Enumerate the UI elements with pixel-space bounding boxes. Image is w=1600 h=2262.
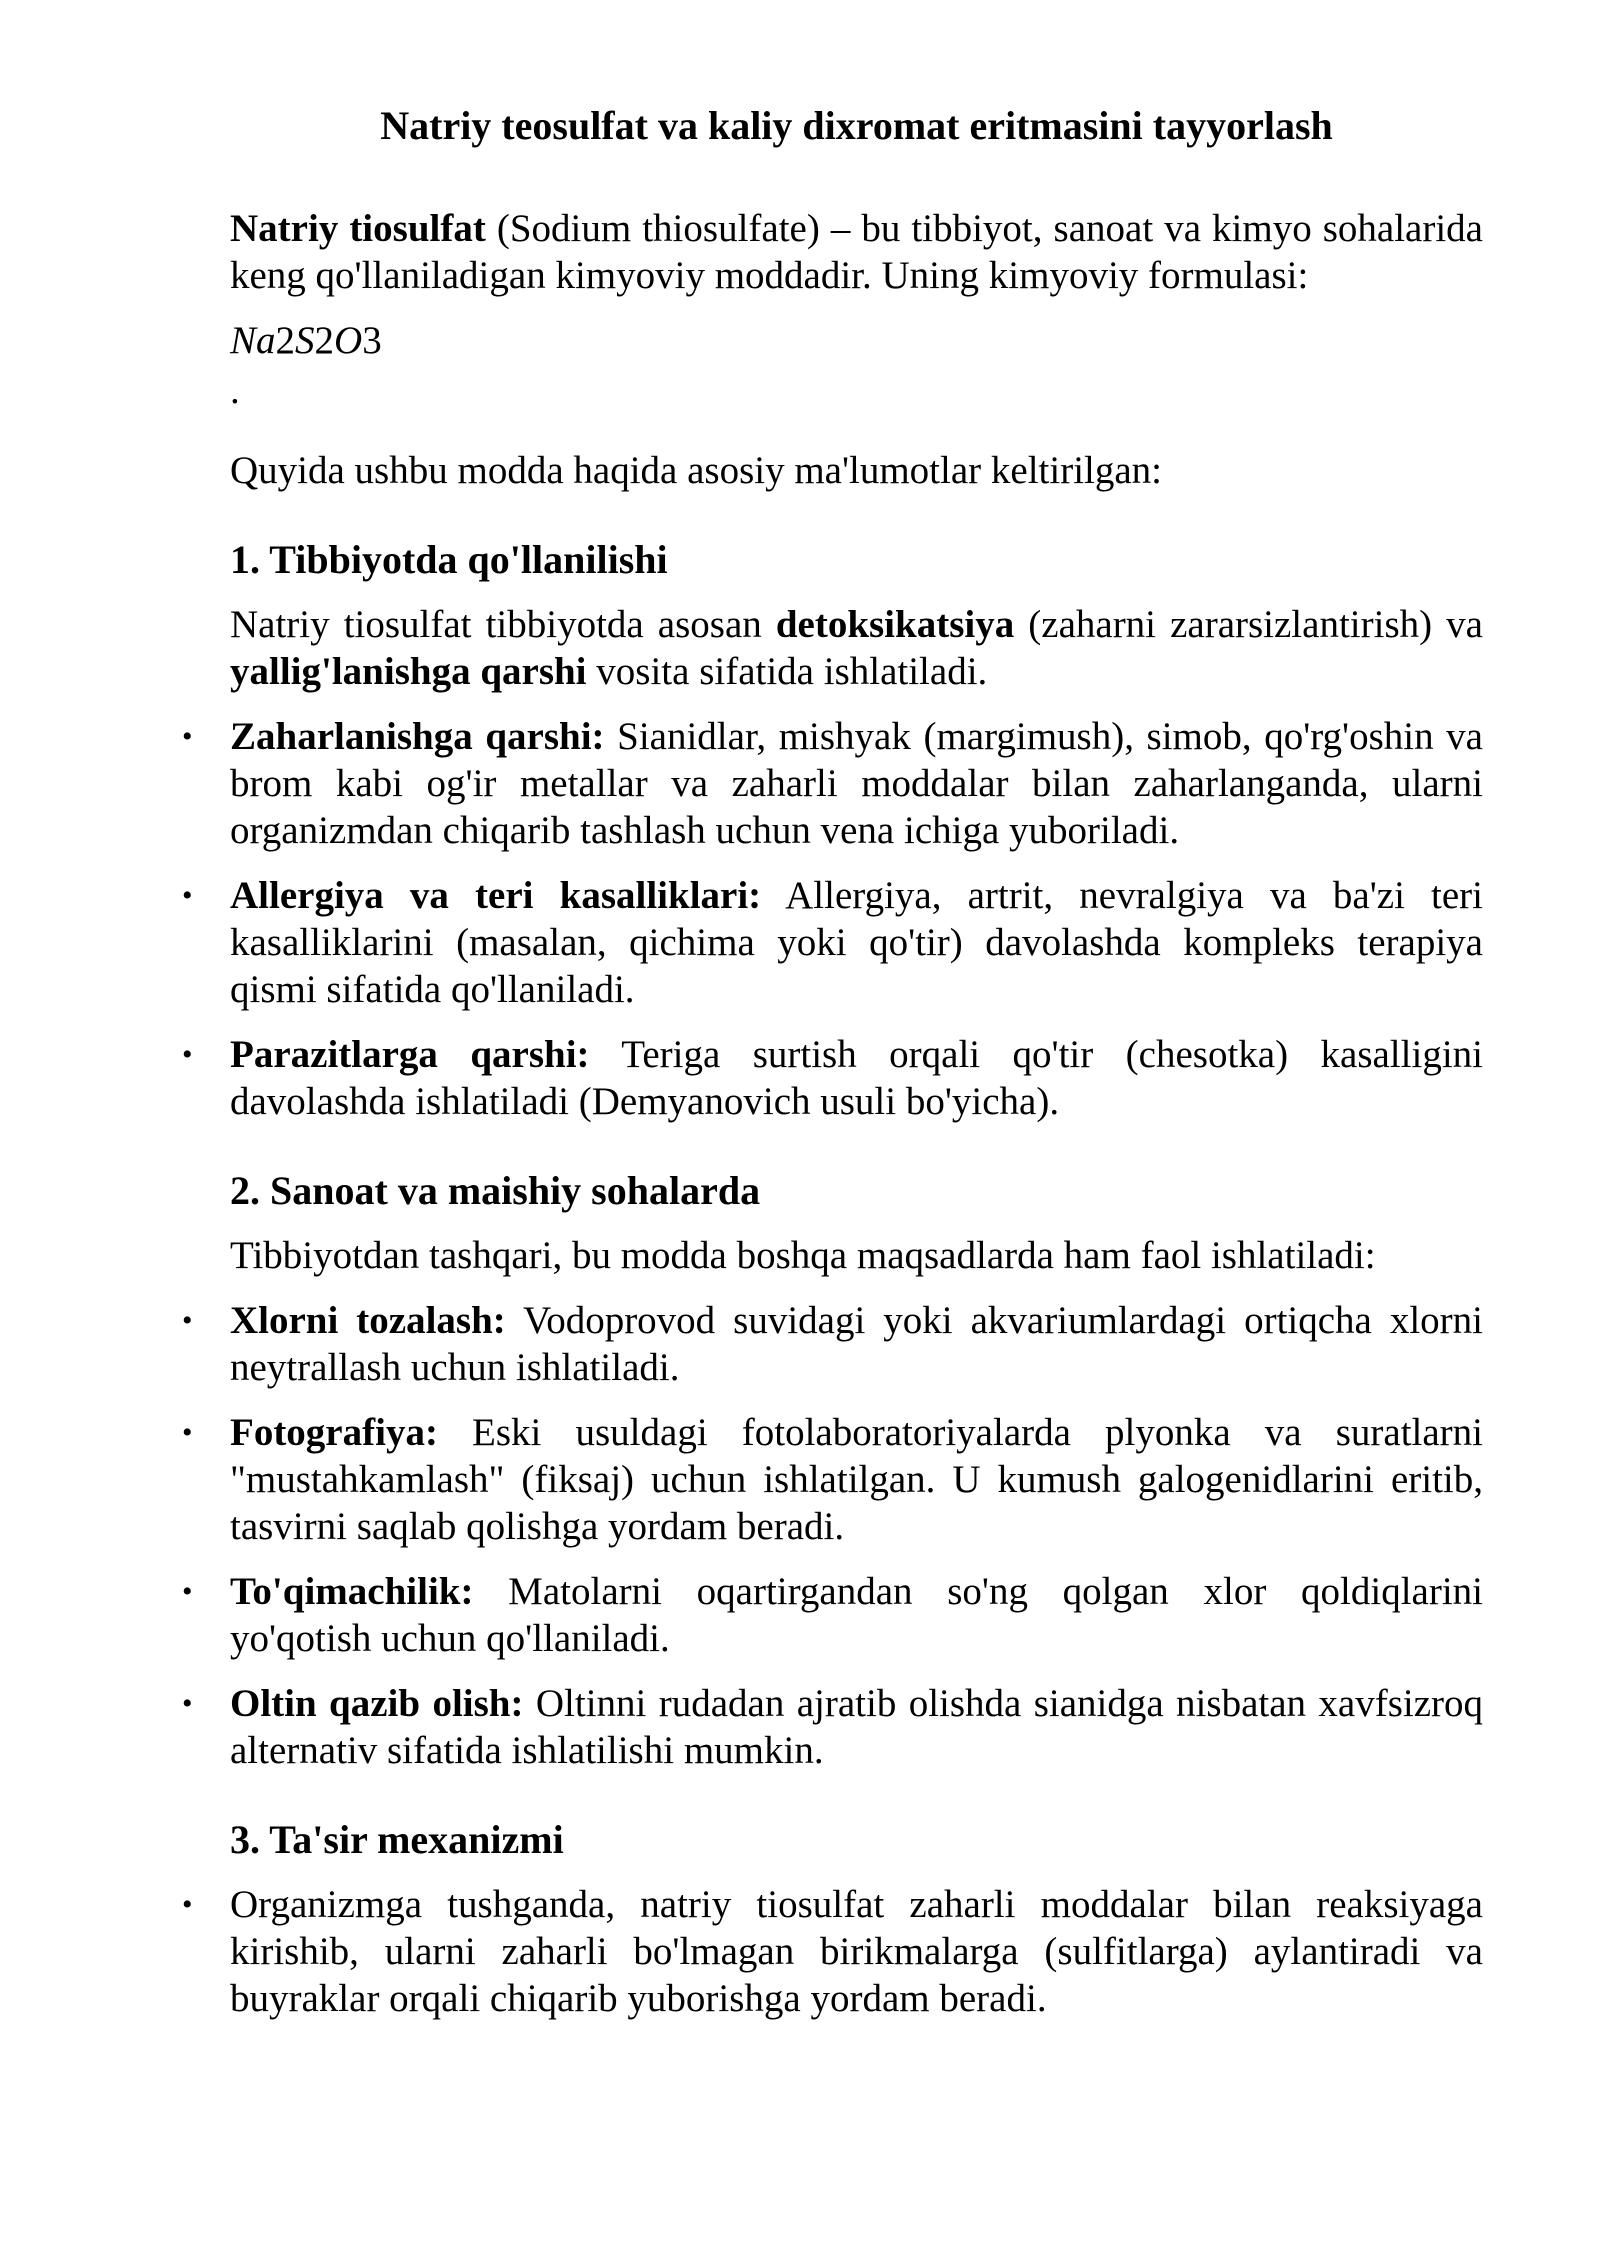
text-run: (zaharni zararsizlantirish) va xyxy=(1014,603,1483,646)
list-item-text xyxy=(230,715,1483,852)
section-1-bullet-list xyxy=(182,713,1483,1125)
text-run: Eski usuldagi fotolaboratoriyalarda plyonka va suratlarni "mustahkamlash" (fiksaj) uchun ishlatilgan. U kumush galogenidlarini eritib, tasvirni saqlab qolishga yordam beradi. xyxy=(230,1411,1483,1548)
text-run: To'qimachilik: xyxy=(230,1570,474,1613)
text-run: Allergiya, artrit, nevralgiya va ba'zi teri kasalliklarini (masalan, qichima yoki qo'tir) davolashda kompleks terapiya qismi sifatida qo'llaniladi. xyxy=(230,874,1483,1011)
list-item-text xyxy=(230,1411,1483,1548)
text-run: Oltinni rudadan ajratib olishda sianidga nisbatan xavfsizroq alternativ sifatida ishlatilishi mumkin. xyxy=(230,1682,1484,1772)
text-run: S xyxy=(295,319,315,362)
bullet-icon: • xyxy=(182,1038,193,1071)
list-item-text xyxy=(230,1682,1483,1772)
bullet-icon: • xyxy=(182,1575,193,1608)
text-run: (Sodium thiosulfate) – bu tibbiyot, sanoat va kimyo sohalarida keng qo'llaniladigan kimyoviy moddadir. Uning kimyoviy formulasi: xyxy=(230,207,1483,297)
text-run: Teriga surtish orqali qo'tir (chesotka) kasalligini davolashda ishlatiladi (Demyanovich usuli bo'yicha). xyxy=(230,1033,1483,1123)
list-item xyxy=(182,713,1483,854)
section-3-bullet-list xyxy=(182,1881,1483,2022)
text-run: O xyxy=(334,319,363,362)
list-item xyxy=(182,1568,1483,1662)
text-run: Sianidlar, mishyak (margimush), simob, qo'rg'oshin va brom kabi og'ir metallar va zaharli moddalar bilan zaharlanganda, ularni organizmdan chiqarib tashlash uchun vena ichiga yuboriladi. xyxy=(230,715,1483,852)
list-item xyxy=(182,1297,1483,1391)
list-item-text xyxy=(230,1883,1483,2020)
intro-paragraph xyxy=(230,205,1483,299)
section-1-intro-paragraph xyxy=(230,601,1483,695)
text-run: Allergiya va teri kasalliklari: xyxy=(230,874,762,917)
chemical-formula xyxy=(230,317,1483,364)
text-run: Matolarni oqartirgandan so'ng qolgan xlor qoldiqlarini yo'qotish uchun qo'llaniladi. xyxy=(230,1570,1483,1660)
section-heading-medicine: 1. Tibbiyotda qo'llanilishi xyxy=(230,537,668,582)
section-heading-mechanism: 3. Ta'sir mexanizmi xyxy=(230,1817,564,1862)
lead-paragraph: Quyida ushbu modda haqida asosiy ma'lumotlar keltirilgan: xyxy=(230,449,1163,492)
text-run: Parazitlarga qarshi: xyxy=(230,1033,590,1076)
list-item xyxy=(182,872,1483,1013)
list-item xyxy=(182,1680,1484,1774)
text-run: Xlorni tozalash: xyxy=(230,1299,506,1342)
text-run: Natriy tiosulfat xyxy=(230,207,486,250)
list-item-text xyxy=(230,1033,1483,1123)
text-run: Organizmga tushganda, natriy tiosulfat zaharli moddalar bilan reaksiyaga kirishib, ularni zaharli bo'lmagan birikmalarga (sulfitlarga) aylantiradi va buyraklar orqali chiqarib yuborishga yordam beradi. xyxy=(230,1883,1483,2020)
text-run: Na xyxy=(230,319,276,362)
list-item xyxy=(182,1409,1483,1550)
list-item-text xyxy=(230,1570,1483,1660)
list-item-text xyxy=(230,874,1483,1011)
bullet-icon: • xyxy=(182,720,193,753)
document-title: Natriy teosulfat va kaliy dixromat eritmasini tayyorlash xyxy=(380,103,1333,148)
bullet-icon: • xyxy=(182,1687,193,1720)
text-run: Fotografiya: xyxy=(230,1411,438,1454)
section-2-bullet-list xyxy=(182,1297,1484,1774)
text-run: 3 xyxy=(362,319,382,362)
formula-period: . xyxy=(230,369,240,412)
text-run: 2 xyxy=(314,319,335,362)
text-run: Oltin qazib olish: xyxy=(230,1682,524,1725)
document-content xyxy=(182,0,1484,2040)
text-run: vosita sifatida ishlatiladi. xyxy=(586,650,988,693)
list-item xyxy=(182,1881,1483,2022)
text-run: yallig'lanishga qarshi xyxy=(230,650,587,693)
bullet-icon: • xyxy=(182,1888,193,1921)
section-heading-industry: 2. Sanoat va maishiy sohalarda xyxy=(230,1168,761,1213)
text-run: 2 xyxy=(275,319,296,362)
section-2-intro-paragraph xyxy=(230,1232,1483,1279)
bullet-icon: • xyxy=(182,1416,193,1449)
bullet-icon: • xyxy=(182,879,193,912)
text-run: Vodoprovod suvidagi yoki akvariumlardagi ortiqcha xlorni neytrallash uchun ishlatiladi. xyxy=(230,1299,1483,1389)
list-item xyxy=(182,1031,1483,1125)
text-run: detoksikatsiya xyxy=(775,603,1015,646)
bullet-icon: • xyxy=(182,1304,193,1337)
text-run: Natriy tiosulfat tibbiyotda asosan xyxy=(230,603,776,646)
text-run: Tibbiyotdan tashqari, bu modda boshqa maqsadlarda ham faol ishlatiladi: xyxy=(230,1234,1376,1277)
list-item-text xyxy=(230,1299,1483,1389)
text-run: Zaharlanishga qarshi: xyxy=(230,715,605,758)
